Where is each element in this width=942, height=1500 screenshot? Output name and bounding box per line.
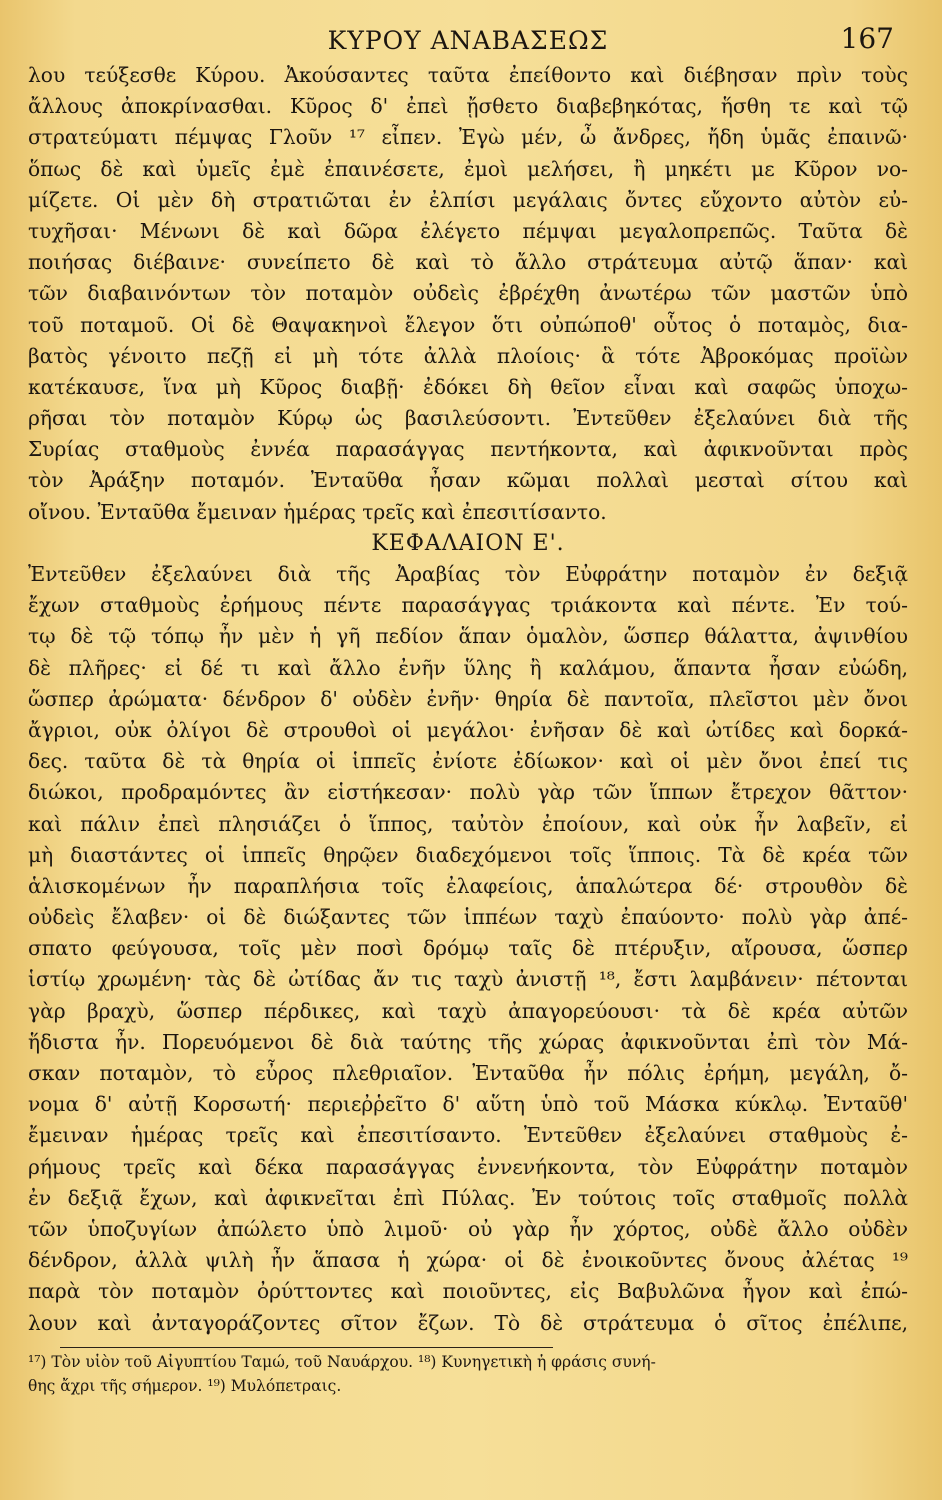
text-line: ὅπως δὲ καὶ ὑμεῖς ἐμὲ ἐπαινέσετε, ἐμοὶ μελήσει, ἢ μηκέτι με Κῦρον νο- — [28, 156, 908, 181]
text-line: ρήμους τρεῖς καὶ δέκα παρασάγγας ἐννενήκοντα, τὸν Εὐφράτην ποταμὸν — [28, 1154, 908, 1179]
text-line: ποιήσας διέβαινε· συνείπετο δὲ καὶ τὸ ἄλλο στράτευμα αὐτῷ ἅπαν· καὶ — [28, 250, 908, 275]
text-line: Ἐντεῦθεν ἐξελαύνει διὰ τῆς Ἀραβίας τὸν Εὐφράτην ποταμὸν ἐν δεξιᾷ — [28, 562, 908, 586]
text-line: τὸν Ἀράξην ποταμόν. Ἐνταῦθα ἦσαν κῶμαι πολλαὶ μεσταὶ σίτου καὶ — [28, 468, 908, 493]
text-line: διώκοι, προδραμόντες ἂν εἱστήκεσαν· πολὺ γὰρ τῶν ἵππων ἔτρεχον θᾶττον· — [28, 780, 908, 805]
text-line: κατέκαυσε, ἵνα μὴ Κῦρος διαβῇ· ἐδόκει δὴ θεῖον εἶναι καὶ σαφῶς ὑποχω- — [28, 374, 908, 399]
text-line: ἄγριοι, οὐκ ὀλίγοι δὲ στρουθοὶ οἱ μεγάλοι· ἐνῆσαν δὲ καὶ ὠτίδες καὶ δορκά- — [28, 717, 908, 742]
text-line: οἴνου. Ἐνταῦθα ἔμειναν ἡμέρας τρεῖς καὶ ἐπεσιτίσαντο. — [28, 499, 607, 524]
chapter-heading: ΚΕΦΑΛΑΙΟΝ Ε'. — [371, 530, 565, 556]
text-line: ἱστίῳ χρωμένη· τὰς δὲ ὠτίδας ἄν τις ταχὺ ἀνιστῇ ¹⁸, ἔστι λαμβάνειν· πέτονται — [28, 967, 908, 992]
text-line: οὐδεὶς ἔλαβεν· οἱ δὲ διώξαντες τῶν ἱππέων ταχὺ ἐπαύοντο· πολὺ γὰρ ἀπέ- — [28, 905, 908, 930]
text-line: λουν καὶ ἀνταγοράζοντες σῖτον ἔζων. Τὸ δὲ στράτευμα ὁ σῖτος ἐπέλιπε, — [28, 1310, 908, 1335]
page-number: 167 — [840, 22, 894, 55]
footnote-line: ¹⁷) Τὸν υἱὸν τοῦ Αἰγυπτίου Ταμώ, τοῦ Ναυάρχου. ¹⁸) Κυνηγετικὴ ἡ φράσις συνή- — [28, 1352, 656, 1371]
text-line: τῶν διαβαινόντων τὸν ποταμὸν οὐδεὶς ἐβρέχθη ἀνωτέρω τῶν μαστῶν ὑπὸ — [28, 281, 908, 306]
text-line: τοῦ ποταμοῦ. Οἱ δὲ Θαψακηνοὶ ἔλεγον ὅτι οὐπώποθ' οὗτος ὁ ποταμὸς, δια- — [28, 312, 908, 337]
paragraph-2 — [28, 559, 908, 1339]
text-line: λου τεύξεσθε Κύρου. Ἀκούσαντες ταῦτα ἐπείθοντο καὶ διέβησαν πρὶν τοὺς — [28, 63, 908, 87]
text-line: ἐν δεξιᾷ ἔχων, καὶ ἀφικνεῖται ἐπὶ Πύλας. Ἐν τούτοις τοῖς σταθμοῖς πολλὰ — [28, 1185, 908, 1210]
text-line: τῶν ὑποζυγίων ἀπώλετο ὑπὸ λιμοῦ· οὐ γὰρ ἦν χόρτος, οὐδὲ ἄλλο οὐδὲν — [28, 1216, 908, 1241]
page-header — [28, 14, 908, 60]
text-line: δένδρον, ἀλλὰ ψιλὴ ἦν ἅπασα ἡ χώρα· οἱ δὲ ἐνοικοῦντες ὄνους ἀλέτας ¹⁹ — [28, 1248, 908, 1273]
text-line: καὶ πάλιν ἐπεὶ πλησιάζει ὁ ἵππος, ταὐτὸν ἐποίουν, καὶ οὐκ ἦν λαβεῖν, εἰ — [28, 811, 908, 836]
running-title: ΚΥΡΟΥ ΑΝΑΒΑΣΕΩΣ — [327, 26, 609, 55]
text-line: ρῆσαι τὸν ποταμὸν Κύρῳ ὡς βασιλεύσοντι. Ἐντεῦθεν ἐξελαύνει διὰ τῆς — [28, 406, 908, 431]
text-line: νομα δ' αὐτῇ Κορσωτή· περιεῤῥεῖτο δ' αὕτη ὑπὸ τοῦ Μάσκα κύκλῳ. Ἐνταῦθ' — [28, 1092, 908, 1117]
text-line: μὴ διαστάντες οἱ ἱππεῖς θηρῷεν διαδεχόμενοι τοῖς ἵπποις. Τὰ δὲ κρέα τῶν — [28, 842, 908, 867]
text-line: σπατο φεύγουσα, τοῖς μὲν ποσὶ δρόμῳ ταῖς δὲ πτέρυξιν, αἴρουσα, ὥσπερ — [28, 936, 908, 961]
text-line: γὰρ βραχὺ, ὥσπερ πέρδικες, καὶ ταχὺ ἀπαγορεύουσι· τὰ δὲ κρέα αὐτῶν — [28, 998, 908, 1023]
footnotes — [28, 1348, 908, 1398]
text-line: μίζετε. Οἱ μὲν δὴ στρατιῶται ἐν ἐλπίσι μεγάλαις ὄντες εὔχοντο αὐτὸν εὐ- — [28, 187, 908, 212]
text-line: ἄλλους ἀποκρίνασθαι. Κῦρος δ' ἐπεὶ ᾔσθετο διαβεβηκότας, ἥσθη τε καὶ τῷ — [28, 94, 908, 119]
text-line: ἥδιστα ἦν. Πορευόμενοι δὲ διὰ ταύτης τῆς χώρας ἀφικνοῦνται ἐπὶ τὸν Μά- — [28, 1029, 908, 1054]
text-line: σκαν ποταμὸν, τὸ εὖρος πλεθριαῖον. Ἐνταῦθα ἦν πόλις ἐρήμη, μεγάλη, ὄ- — [28, 1061, 908, 1085]
footnote-rule — [28, 1347, 656, 1398]
text-line: στρατεύματι πέμψας Γλοῦν ¹⁷ εἶπεν. Ἐγὼ μέν, ὦ ἄνδρες, ἤδη ὑμᾶς ἐπαινῶ· — [28, 125, 908, 150]
text-line: ἁλισκομένων ἦν παραπλήσια τοῖς ἐλαφείοις, ἁπαλώτερα δέ· στρουθὸν δὲ — [28, 873, 908, 898]
paragraph-1 — [28, 60, 908, 528]
text-line: ἔχων σταθμοὺς ἐρήμους πέντε παρασάγγας τριάκοντα καὶ πέντε. Ἐν τού- — [28, 593, 908, 618]
text-line: δες. ταῦτα δὲ τὰ θηρία οἱ ἱππεῖς ἐνίοτε ἐδίωκον· καὶ οἱ μὲν ὄνοι ἐπεί τις — [28, 749, 908, 774]
text-line: δὲ πλῆρες· εἰ δέ τι καὶ ἄλλο ἐνῆν ὕλης ἢ καλάμου, ἅπαντα ἦσαν εὐώδη, — [28, 655, 908, 680]
text-line: Συρίας σταθμοὺς ἐννέα παρασάγγας πεντήκοντα, καὶ ἀφικνοῦνται πρὸς — [28, 437, 908, 462]
text-line: τυχῆσαι· Μένωνι δὲ καὶ δῶρα ἐλέγετο πέμψαι μεγαλοπρεπῶς. Ταῦτα δὲ — [28, 218, 908, 243]
text-line: παρὰ τὸν ποταμὸν ὀρύττοντες καὶ ποιοῦντες, εἰς Βαβυλῶνα ἦγον καὶ ἐπώ- — [28, 1279, 908, 1304]
text-line: ὥσπερ ἀρώματα· δένδρον δ' οὐδὲν ἐνῆν· θηρία δὲ παντοῖα, πλεῖστοι μὲν ὄνοι — [28, 686, 908, 711]
main-text — [28, 60, 908, 1339]
text-line: βατὸς γένοιτο πεζῇ εἰ μὴ τότε ἀλλὰ πλοίοις· ἃ τότε Ἀβροκόμας προϊὼν — [28, 343, 908, 368]
footnote-line: θης ἄχρι τῆς σήμερον. ¹⁹) Μυλόπετραις. — [28, 1376, 342, 1395]
text-line: τῳ δὲ τῷ τόπῳ ἦν μὲν ἡ γῆ πεδίον ἅπαν ὁμαλὸν, ὥσπερ θάλαττα, ἀψινθίου — [28, 624, 908, 649]
text-line: ἔμειναν ἡμέρας τρεῖς καὶ ἐπεσιτίσαντο. Ἐντεῦθεν ἐξελαύνει σταθμοὺς ἐ- — [28, 1123, 908, 1148]
